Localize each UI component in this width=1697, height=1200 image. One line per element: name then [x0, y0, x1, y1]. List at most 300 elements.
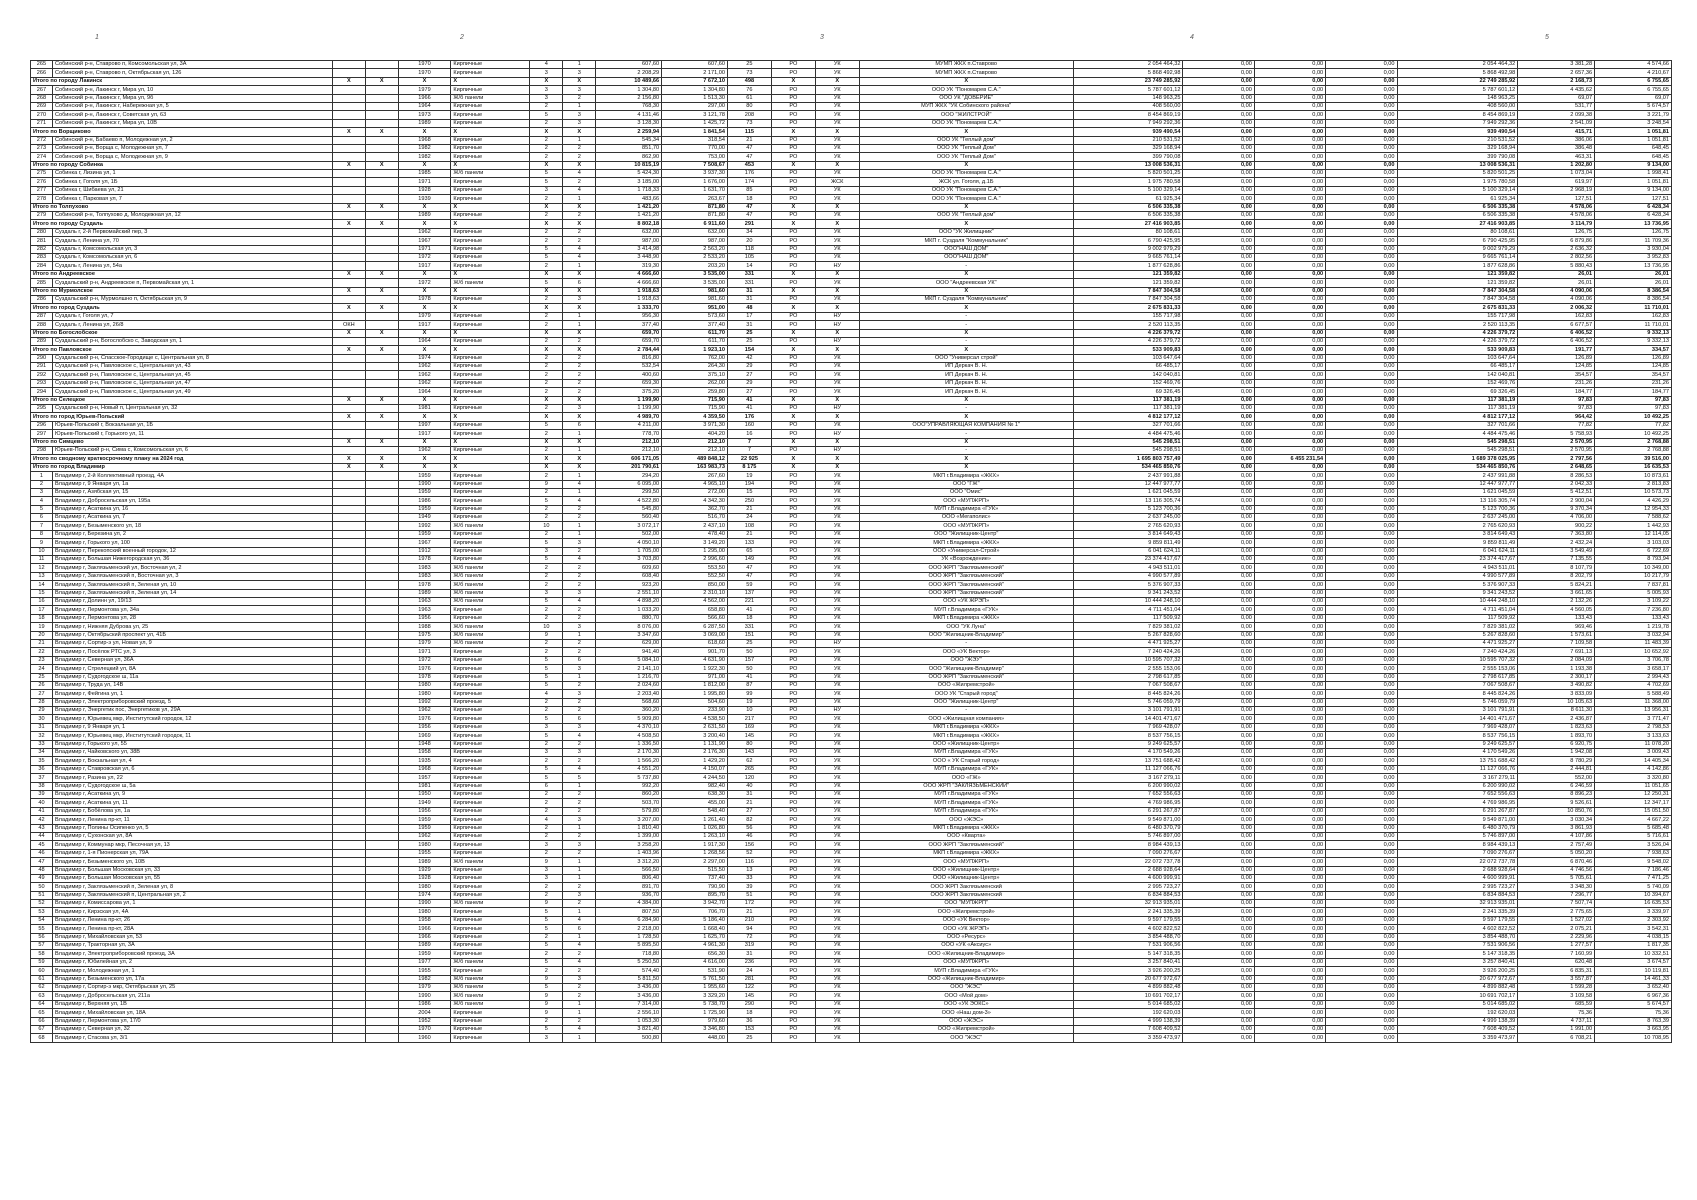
address-cell: Владимир г, Стасова ул, 3/1: [52, 1034, 332, 1042]
year-cell: 1957: [398, 774, 451, 782]
total-area-cell: 1 033,20: [596, 606, 662, 614]
floors-cell: 3: [530, 749, 563, 757]
total-area-cell: 941,40: [596, 648, 662, 656]
floors-cell: 2: [530, 446, 563, 454]
funding-cell: 0,00: [1183, 790, 1254, 798]
unit-cost-cell: 1 277,57: [1518, 942, 1595, 950]
total-cost-cell: 8 445 824,26: [1073, 690, 1183, 698]
flag-cell: [332, 942, 365, 950]
fund-form-cell: РО: [771, 102, 815, 110]
entrances-cell: 1: [563, 430, 596, 438]
flag-cell: [332, 623, 365, 631]
entrances-cell: 4: [563, 732, 596, 740]
residents-cell: 21: [727, 530, 771, 538]
flag-cell: X: [365, 77, 398, 85]
unit-cost-cell: 2 084,09: [1518, 656, 1595, 664]
wall-material-cell: Кирпичные: [451, 1034, 530, 1042]
owners-funds-cell: 9 002 979,29: [1397, 245, 1518, 253]
flag-cell: [332, 790, 365, 798]
living-area-cell: 1 841,54: [662, 128, 728, 136]
organization-cell: ООО ЖРП "ЗАКЛЯЗЬМЕНСКИЙ": [859, 782, 1073, 790]
row-number-cell: 39: [31, 790, 53, 798]
funding-cell: 0,00: [1183, 321, 1254, 329]
unit-cost-cell: 6 870,46: [1518, 858, 1595, 866]
funding-cell: 0,00: [1326, 707, 1397, 715]
residents-cell: 25: [727, 337, 771, 345]
year-cell: 1989: [398, 858, 451, 866]
row-number-cell: 297: [31, 430, 53, 438]
funding-cell: 0,00: [1254, 228, 1325, 236]
row-number-cell: 18: [31, 614, 53, 622]
organization-cell: ООО «ГЖ»: [859, 774, 1073, 782]
living-area-cell: 1 668,40: [662, 925, 728, 933]
funding-cell: 0,00: [1183, 295, 1254, 303]
management-type-cell: УК: [815, 824, 859, 832]
year-cell: 1976: [398, 715, 451, 723]
organization-cell: -: [859, 262, 1073, 270]
residents-cell: 80: [727, 102, 771, 110]
floors-cell: 5: [530, 245, 563, 253]
wall-material-cell: Кирпичные: [451, 539, 530, 547]
organization-cell: МУП г.Владимира «ГУК»: [859, 505, 1073, 513]
management-type-cell: X: [815, 304, 859, 312]
management-type-cell: УК: [815, 648, 859, 656]
funding-cell: 0,00: [1183, 287, 1254, 295]
wall-material-cell: Ж/б панели: [451, 975, 530, 983]
organization-cell: МКП г.Владимира «ЖКХ»: [859, 732, 1073, 740]
residents-cell: 160: [727, 421, 771, 429]
total-cost-cell: 7 531 906,56: [1073, 942, 1183, 950]
owners-funds-cell: 1 975 780,58: [1397, 178, 1518, 186]
organization-cell: ООО «Универсал-Строй»: [859, 547, 1073, 555]
year-cell: 1989: [398, 119, 451, 127]
flag-cell: [365, 237, 398, 245]
row-number-cell: 293: [31, 379, 53, 387]
funding-cell: 0,00: [1183, 405, 1254, 413]
table-row: [31, 1034, 1672, 1042]
table-row: [31, 858, 1672, 866]
organization-cell: ООО «МУПЖРП»: [859, 522, 1073, 530]
total-cost-cell: 121 359,82: [1073, 279, 1183, 287]
funding-cell: 0,00: [1183, 161, 1254, 169]
year-cell: 1989: [398, 212, 451, 220]
owners-funds-cell: 5 746 059,79: [1397, 698, 1518, 706]
entrances-cell: 3: [563, 69, 596, 77]
living-area-cell: 1 513,30: [662, 94, 728, 102]
owners-funds-cell: 9 249 625,57: [1397, 740, 1518, 748]
organization-cell: МКП г.Владимира «ЖКХ»: [859, 849, 1073, 857]
max-cost-cell: 6 428,34: [1595, 212, 1672, 220]
funding-cell: 0,00: [1254, 514, 1325, 522]
organization-cell: МУМП ЖКХ п.Ставрово: [859, 69, 1073, 77]
residents-cell: 31: [727, 790, 771, 798]
address-cell: Владимир г, Заклязьменский ул, Восточная ул, 2: [52, 564, 332, 572]
max-cost-cell: 13 736,95: [1595, 220, 1672, 228]
organization-cell: МКП г.Владимира «ЖКХ»: [859, 824, 1073, 832]
total-area-cell: 1 399,00: [596, 832, 662, 840]
management-type-cell: УК: [815, 832, 859, 840]
wall-material-cell: Кирпичные: [451, 816, 530, 824]
year-cell: 1975: [398, 631, 451, 639]
total-cost-cell: 4 899 882,48: [1073, 983, 1183, 991]
floors-cell: 9: [530, 631, 563, 639]
address-cell: Собинский р-н, Лакинск г, Мира ул, 10В: [52, 119, 332, 127]
funding-cell: 0,00: [1254, 237, 1325, 245]
funding-cell: 0,00: [1183, 749, 1254, 757]
funding-cell: 0,00: [1254, 287, 1325, 295]
residents-cell: 21: [727, 136, 771, 144]
address-cell: Владимир г, 1-я Пионерская ул, 79А: [52, 849, 332, 857]
floors-cell: 2: [530, 295, 563, 303]
living-area-cell: 375,10: [662, 371, 728, 379]
total-cost-cell: 117 381,19: [1073, 396, 1183, 404]
floors-cell: 2: [530, 891, 563, 899]
year-cell: 1949: [398, 514, 451, 522]
organization-cell: ООО"НАШ ДОМ": [859, 253, 1073, 261]
max-cost-cell: 124,85: [1595, 363, 1672, 371]
table-row: [31, 405, 1672, 413]
row-number-cell: 273: [31, 144, 53, 152]
row-number-cell: 276: [31, 178, 53, 186]
flag-cell: ОКН: [332, 321, 365, 329]
table-row: [31, 723, 1672, 731]
year-cell: X: [398, 220, 451, 228]
flag-cell: X: [365, 161, 398, 169]
owners-funds-cell: 6 200 990,02: [1397, 782, 1518, 790]
total-area-cell: 629,00: [596, 639, 662, 647]
address-cell: Владимир г, 2-й Коллективный проезд, 4А: [52, 472, 332, 480]
management-type-cell: УК: [815, 388, 859, 396]
flag-cell: [332, 371, 365, 379]
year-cell: 1959: [398, 824, 451, 832]
funding-cell: 0,00: [1254, 807, 1325, 815]
owners-funds-cell: 8 454 869,19: [1397, 111, 1518, 119]
organization-cell: ООО «Ресурс»: [859, 933, 1073, 941]
total-area-cell: 606 171,05: [596, 455, 662, 463]
total-cost-cell: 23 374 417,67: [1073, 556, 1183, 564]
entrances-cell: 1: [563, 782, 596, 790]
residents-cell: 250: [727, 497, 771, 505]
organization-cell: МУП г.Владимира «ГУК»: [859, 765, 1073, 773]
funding-cell: 0,00: [1254, 925, 1325, 933]
organization-cell: ООО "Универсал строй": [859, 354, 1073, 362]
funding-cell: 0,00: [1183, 119, 1254, 127]
funding-cell: 0,00: [1183, 480, 1254, 488]
flag-cell: [365, 749, 398, 757]
max-cost-cell: 9 548,02: [1595, 858, 1672, 866]
funding-cell: 0,00: [1326, 220, 1397, 228]
floors-cell: 3: [530, 723, 563, 731]
table-row: [31, 94, 1672, 102]
row-number-cell: 7: [31, 522, 53, 530]
organization-cell: X: [859, 220, 1073, 228]
address-cell: Собинский р-н, Ворща с, Молодежная ул, 7: [52, 144, 332, 152]
max-cost-cell: 10 573,73: [1595, 488, 1672, 496]
management-type-cell: УК: [815, 421, 859, 429]
funding-cell: 0,00: [1183, 950, 1254, 958]
owners-funds-cell: 545 298,51: [1397, 438, 1518, 446]
flag-cell: [365, 950, 398, 958]
max-cost-cell: 1 817,35: [1595, 942, 1672, 950]
management-type-cell: УК: [815, 665, 859, 673]
funding-cell: 0,00: [1183, 304, 1254, 312]
owners-funds-cell: 545 298,51: [1397, 446, 1518, 454]
organization-cell: ООО «Жилремстрой»: [859, 908, 1073, 916]
total-area-cell: 2 024,60: [596, 681, 662, 689]
owners-funds-cell: 9 549 871,00: [1397, 816, 1518, 824]
wall-material-cell: Ж/б панели: [451, 598, 530, 606]
max-cost-cell: 4 574,66: [1595, 61, 1672, 69]
unit-cost-cell: 685,59: [1518, 1000, 1595, 1008]
management-type-cell: УК: [815, 698, 859, 706]
max-cost-cell: 4 210,67: [1595, 69, 1672, 77]
address-cell: Владимир г, Асаткина ул, 9: [52, 790, 332, 798]
living-area-cell: 979,60: [662, 1017, 728, 1025]
flag-cell: [332, 732, 365, 740]
flag-cell: [365, 505, 398, 513]
residents-cell: 85: [727, 186, 771, 194]
funding-cell: 0,00: [1183, 891, 1254, 899]
flag-cell: X: [332, 463, 365, 471]
year-cell: X: [398, 203, 451, 211]
total-cost-cell: 20 677 972,67: [1073, 975, 1183, 983]
funding-cell: 0,00: [1254, 681, 1325, 689]
address-cell: Владимир г, Асаткина ул, 7: [52, 514, 332, 522]
flag-cell: [365, 816, 398, 824]
organization-cell: X: [859, 346, 1073, 354]
funding-cell: 0,00: [1183, 606, 1254, 614]
funding-cell: 0,00: [1326, 639, 1397, 647]
table-row: [31, 673, 1672, 681]
year-cell: 1980: [398, 681, 451, 689]
unit-cost-cell: 2 168,73: [1518, 77, 1595, 85]
total-area-cell: 503,70: [596, 799, 662, 807]
management-type-cell: УК: [815, 514, 859, 522]
residents-cell: 133: [727, 539, 771, 547]
funding-cell: 0,00: [1183, 698, 1254, 706]
flag-cell: [332, 614, 365, 622]
max-cost-cell: 126,89: [1595, 354, 1672, 362]
floors-cell: 3: [530, 866, 563, 874]
flag-cell: [332, 572, 365, 580]
total-cost-cell: 2 637 245,00: [1073, 514, 1183, 522]
funding-cell: 0,00: [1183, 581, 1254, 589]
entrances-cell: 1: [563, 824, 596, 832]
table-row: [31, 589, 1672, 597]
residents-cell: 154: [727, 346, 771, 354]
fund-form-cell: РО: [771, 698, 815, 706]
floors-cell: 2: [530, 153, 563, 161]
table-row: [31, 279, 1672, 287]
owners-funds-cell: 22 072 737,78: [1397, 858, 1518, 866]
organization-cell: ООО «УК Вектор»: [859, 916, 1073, 924]
total-area-cell: 8 802,18: [596, 220, 662, 228]
entrances-cell: 1: [563, 874, 596, 882]
organization-cell: ООО ЖРП "Заклязьменский": [859, 581, 1073, 589]
total-cost-cell: 5 746 897,00: [1073, 832, 1183, 840]
max-cost-cell: 10 394,67: [1595, 891, 1672, 899]
flag-cell: [365, 86, 398, 94]
funding-cell: 0,00: [1326, 1017, 1397, 1025]
unit-cost-cell: 1 193,38: [1518, 665, 1595, 673]
owners-funds-cell: 4 943 511,01: [1397, 564, 1518, 572]
max-cost-cell: 11 709,36: [1595, 237, 1672, 245]
funding-cell: 0,00: [1183, 413, 1254, 421]
total-cost-cell: 4 990 577,89: [1073, 572, 1183, 580]
living-area-cell: 203,20: [662, 262, 728, 270]
row-number-cell: 275: [31, 170, 53, 178]
flag-cell: [332, 690, 365, 698]
unit-cost-cell: 26,01: [1518, 279, 1595, 287]
organization-cell: ООО ЖРП "Заклязьменский": [859, 841, 1073, 849]
funding-cell: 0,00: [1183, 1034, 1254, 1042]
organization-cell: -: [859, 430, 1073, 438]
floors-cell: 6: [530, 782, 563, 790]
year-cell: 1978: [398, 581, 451, 589]
owners-funds-cell: 117 381,19: [1397, 396, 1518, 404]
wall-material-cell: Кирпичные: [451, 446, 530, 454]
owners-funds-cell: 4 899 882,48: [1397, 983, 1518, 991]
funding-cell: 0,00: [1254, 203, 1325, 211]
living-area-cell: 1 131,90: [662, 740, 728, 748]
funding-cell: 0,00: [1183, 488, 1254, 496]
address-cell: Собинка г, Парковая ул, 7: [52, 195, 332, 203]
funding-cell: 0,00: [1254, 900, 1325, 908]
entrances-cell: 2: [563, 564, 596, 572]
register-rows: [31, 61, 1672, 1043]
residents-cell: 15: [727, 488, 771, 496]
flag-cell: X: [332, 455, 365, 463]
total-cost-cell: 4 471 925,27: [1073, 639, 1183, 647]
flag-cell: [365, 102, 398, 110]
entrances-cell: 2: [563, 639, 596, 647]
entrances-cell: 4: [563, 916, 596, 924]
year-cell: 1917: [398, 262, 451, 270]
management-type-cell: УК: [815, 623, 859, 631]
total-area-cell: 5 084,10: [596, 656, 662, 664]
year-cell: 1970: [398, 1025, 451, 1033]
max-cost-cell: 3 674,57: [1595, 958, 1672, 966]
table-row: [31, 86, 1672, 94]
table-row: [31, 665, 1672, 673]
owners-funds-cell: 148 963,25: [1397, 94, 1518, 102]
wall-material-cell: Кирпичные: [451, 480, 530, 488]
residents-cell: 76: [727, 86, 771, 94]
flag-cell: [332, 832, 365, 840]
funding-cell: 0,00: [1254, 648, 1325, 656]
address-cell: Суздаль г, Ленина ул, 70: [52, 237, 332, 245]
residents-cell: 149: [727, 556, 771, 564]
funding-cell: 0,00: [1326, 287, 1397, 295]
funding-cell: 0,00: [1254, 698, 1325, 706]
wall-material-cell: Кирпичные: [451, 379, 530, 387]
funding-cell: 0,00: [1254, 388, 1325, 396]
total-cost-cell: 6 834 884,53: [1073, 891, 1183, 899]
unit-cost-cell: 8 780,29: [1518, 757, 1595, 765]
owners-funds-cell: 8 445 824,26: [1397, 690, 1518, 698]
table-row: [31, 1017, 1672, 1025]
unit-cost-cell: 2 570,95: [1518, 438, 1595, 446]
funding-cell: 0,00: [1254, 967, 1325, 975]
funding-cell: 0,00: [1326, 723, 1397, 731]
year-cell: 1979: [398, 639, 451, 647]
living-area-cell: 901,70: [662, 648, 728, 656]
organization-cell: МУП г.Владимира «ГУК»: [859, 790, 1073, 798]
flag-cell: [365, 405, 398, 413]
funding-cell: 0,00: [1183, 178, 1254, 186]
year-cell: 1964: [398, 102, 451, 110]
fund-form-cell: РО: [771, 707, 815, 715]
fund-form-cell: РО: [771, 681, 815, 689]
table-row: [31, 757, 1672, 765]
subtotal-row: [31, 77, 1672, 85]
row-number-cell: 13: [31, 572, 53, 580]
entrances-cell: 1: [563, 61, 596, 69]
funding-cell: 0,00: [1183, 656, 1254, 664]
entrances-cell: 1: [563, 522, 596, 530]
unit-cost-cell: 2 648,65: [1518, 463, 1595, 471]
max-cost-cell: 7 236,80: [1595, 606, 1672, 614]
organization-cell: ООО ЖРП "Заклязьменский": [859, 572, 1073, 580]
owners-funds-cell: 5 147 318,35: [1397, 950, 1518, 958]
funding-cell: 0,00: [1326, 430, 1397, 438]
living-area-cell: 790,90: [662, 883, 728, 891]
total-cost-cell: 66 485,17: [1073, 363, 1183, 371]
row-number-cell: 10: [31, 547, 53, 555]
living-area-cell: 1 631,70: [662, 186, 728, 194]
funding-cell: 0,00: [1254, 245, 1325, 253]
wall-material-cell: Кирпичные: [451, 933, 530, 941]
table-row: [31, 715, 1672, 723]
address-cell: Владимир г, Вокзальная ул, 4: [52, 757, 332, 765]
address-cell: Владимир г, Безыменского ул, 10В: [52, 858, 332, 866]
organization-cell: ООО "Омис": [859, 488, 1073, 496]
flag-cell: [365, 665, 398, 673]
owners-funds-cell: 103 647,64: [1397, 354, 1518, 362]
flag-cell: [332, 866, 365, 874]
flag-cell: [365, 430, 398, 438]
residents-cell: 176: [727, 170, 771, 178]
max-cost-cell: 3 009,43: [1595, 749, 1672, 757]
management-type-cell: X: [815, 463, 859, 471]
wall-material-cell: Кирпичные: [451, 245, 530, 253]
table-row: [31, 178, 1672, 186]
wall-material-cell: Кирпичные: [451, 707, 530, 715]
living-area-cell: 1 922,30: [662, 665, 728, 673]
funding-cell: 0,00: [1326, 858, 1397, 866]
flag-cell: [332, 488, 365, 496]
total-area-cell: 2 259,94: [596, 128, 662, 136]
owners-funds-cell: 5 100 329,14: [1397, 186, 1518, 194]
organization-cell: ООО УК "Пономарев С.А.": [859, 170, 1073, 178]
wall-material-cell: Кирпичные: [451, 849, 530, 857]
wall-material-cell: Ж/б панели: [451, 589, 530, 597]
funding-cell: 0,00: [1326, 212, 1397, 220]
funding-cell: 0,00: [1326, 102, 1397, 110]
flag-cell: [332, 178, 365, 186]
flag-cell: [332, 363, 365, 371]
management-type-cell: УК: [815, 1000, 859, 1008]
living-area-cell: 566,60: [662, 614, 728, 622]
living-area-cell: 611,70: [662, 337, 728, 345]
total-area-cell: 400,60: [596, 371, 662, 379]
funding-cell: 0,00: [1183, 715, 1254, 723]
year-cell: 1929: [398, 866, 451, 874]
unit-cost-cell: 969,46: [1518, 623, 1595, 631]
year-cell: 1962: [398, 363, 451, 371]
max-cost-cell: 4 667,22: [1595, 816, 1672, 824]
floors-cell: 5: [530, 942, 563, 950]
